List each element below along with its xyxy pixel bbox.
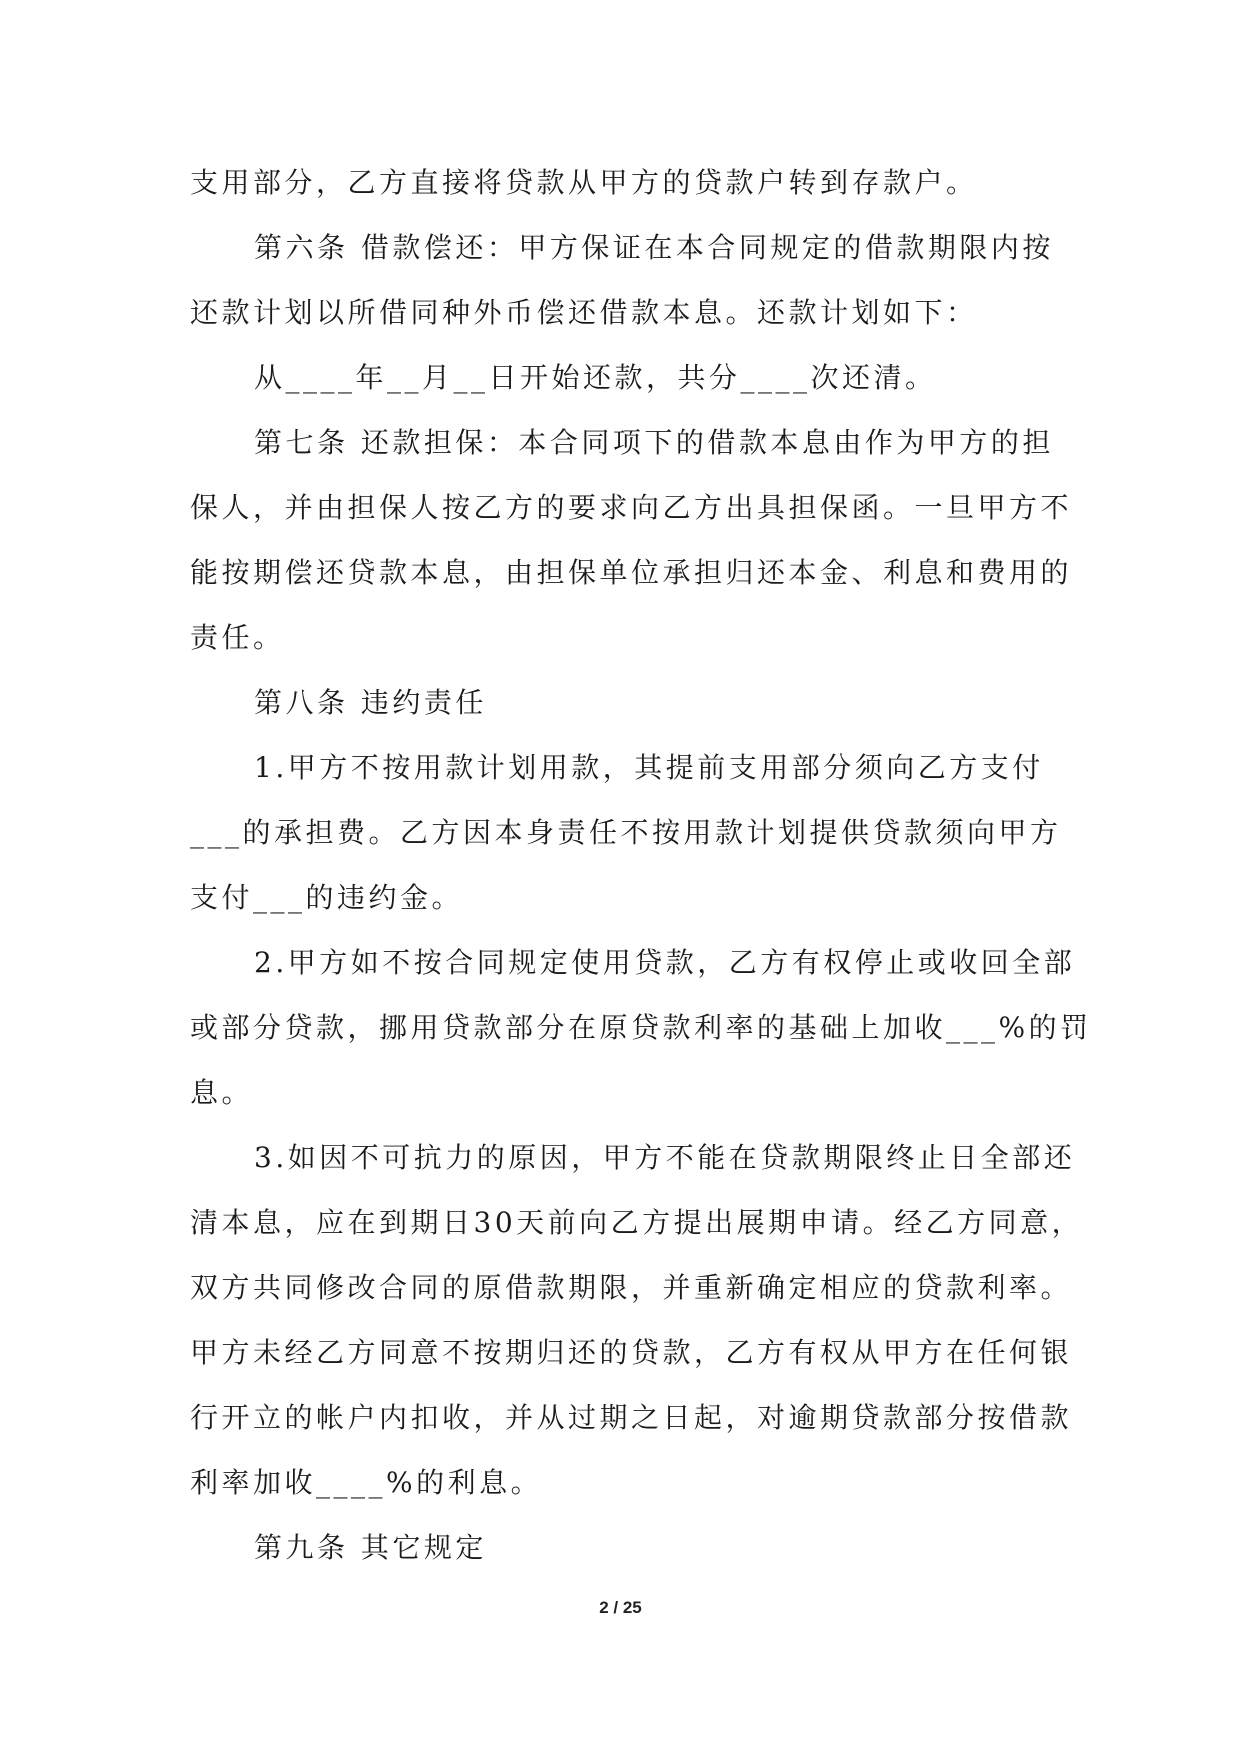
- text-line: 双方共同修改合同的原借款期限，并重新确定相应的贷款利率。: [190, 1271, 1073, 1304]
- page-number: 2 / 25: [599, 1598, 642, 1617]
- clause-1-line: 1.甲方不按用款计划用款，其提前支用部分须向乙方支付: [254, 751, 1044, 784]
- text-line: 清本息，应在到期日30天前向乙方提出展期申请。经乙方同意，: [190, 1206, 1084, 1239]
- document-body: [190, 150, 1092, 1580]
- clause-3-line: 3.如因不可抗力的原因，甲方不能在贷款期限终止日全部还: [254, 1141, 1076, 1174]
- article-8-heading: 第八条 违约责任: [254, 686, 487, 719]
- article-6-heading-line: 第六条 借款偿还：甲方保证在本合同规定的借款期限内按: [254, 231, 1054, 264]
- text-line: 行开立的帐户内扣收，并从过期之日起，对逾期贷款部分按借款: [190, 1401, 1073, 1434]
- text-line: 能按期偿还贷款本息，由担保单位承担归还本金、利息和费用的: [190, 556, 1073, 589]
- article-9-heading: 第九条 其它规定: [254, 1531, 487, 1564]
- text-line: ___的承担费。乙方因本身责任不按用款计划提供贷款须向甲方: [190, 816, 1062, 849]
- text-line: 或部分贷款，挪用贷款部分在原贷款利率的基础上加收___%的罚: [190, 1011, 1092, 1044]
- repayment-schedule-line: 从____年__月__日开始还款，共分____次还清。: [254, 361, 937, 394]
- clause-2-line: 2.甲方如不按合同规定使用贷款，乙方有权停止或收回全部: [254, 946, 1076, 979]
- text-line: 责任。: [190, 621, 285, 654]
- text-line: 利率加收____%的利息。: [190, 1466, 543, 1499]
- text-line: 支用部分，乙方直接将贷款从甲方的贷款户转到存款户。: [190, 166, 978, 199]
- article-7-heading-line: 第七条 还款担保：本合同项下的借款本息由作为甲方的担: [254, 426, 1054, 459]
- text-line: 还款计划以所借同种外币偿还借款本息。还款计划如下：: [190, 296, 978, 329]
- text-line: 甲方未经乙方同意不按期归还的贷款，乙方有权从甲方在任何银: [190, 1336, 1073, 1369]
- text-line: 支付___的违约金。: [190, 881, 464, 914]
- text-line: 息。: [190, 1076, 254, 1109]
- text-line: 保人，并由担保人按乙方的要求向乙方出具担保函。一旦甲方不: [190, 491, 1073, 524]
